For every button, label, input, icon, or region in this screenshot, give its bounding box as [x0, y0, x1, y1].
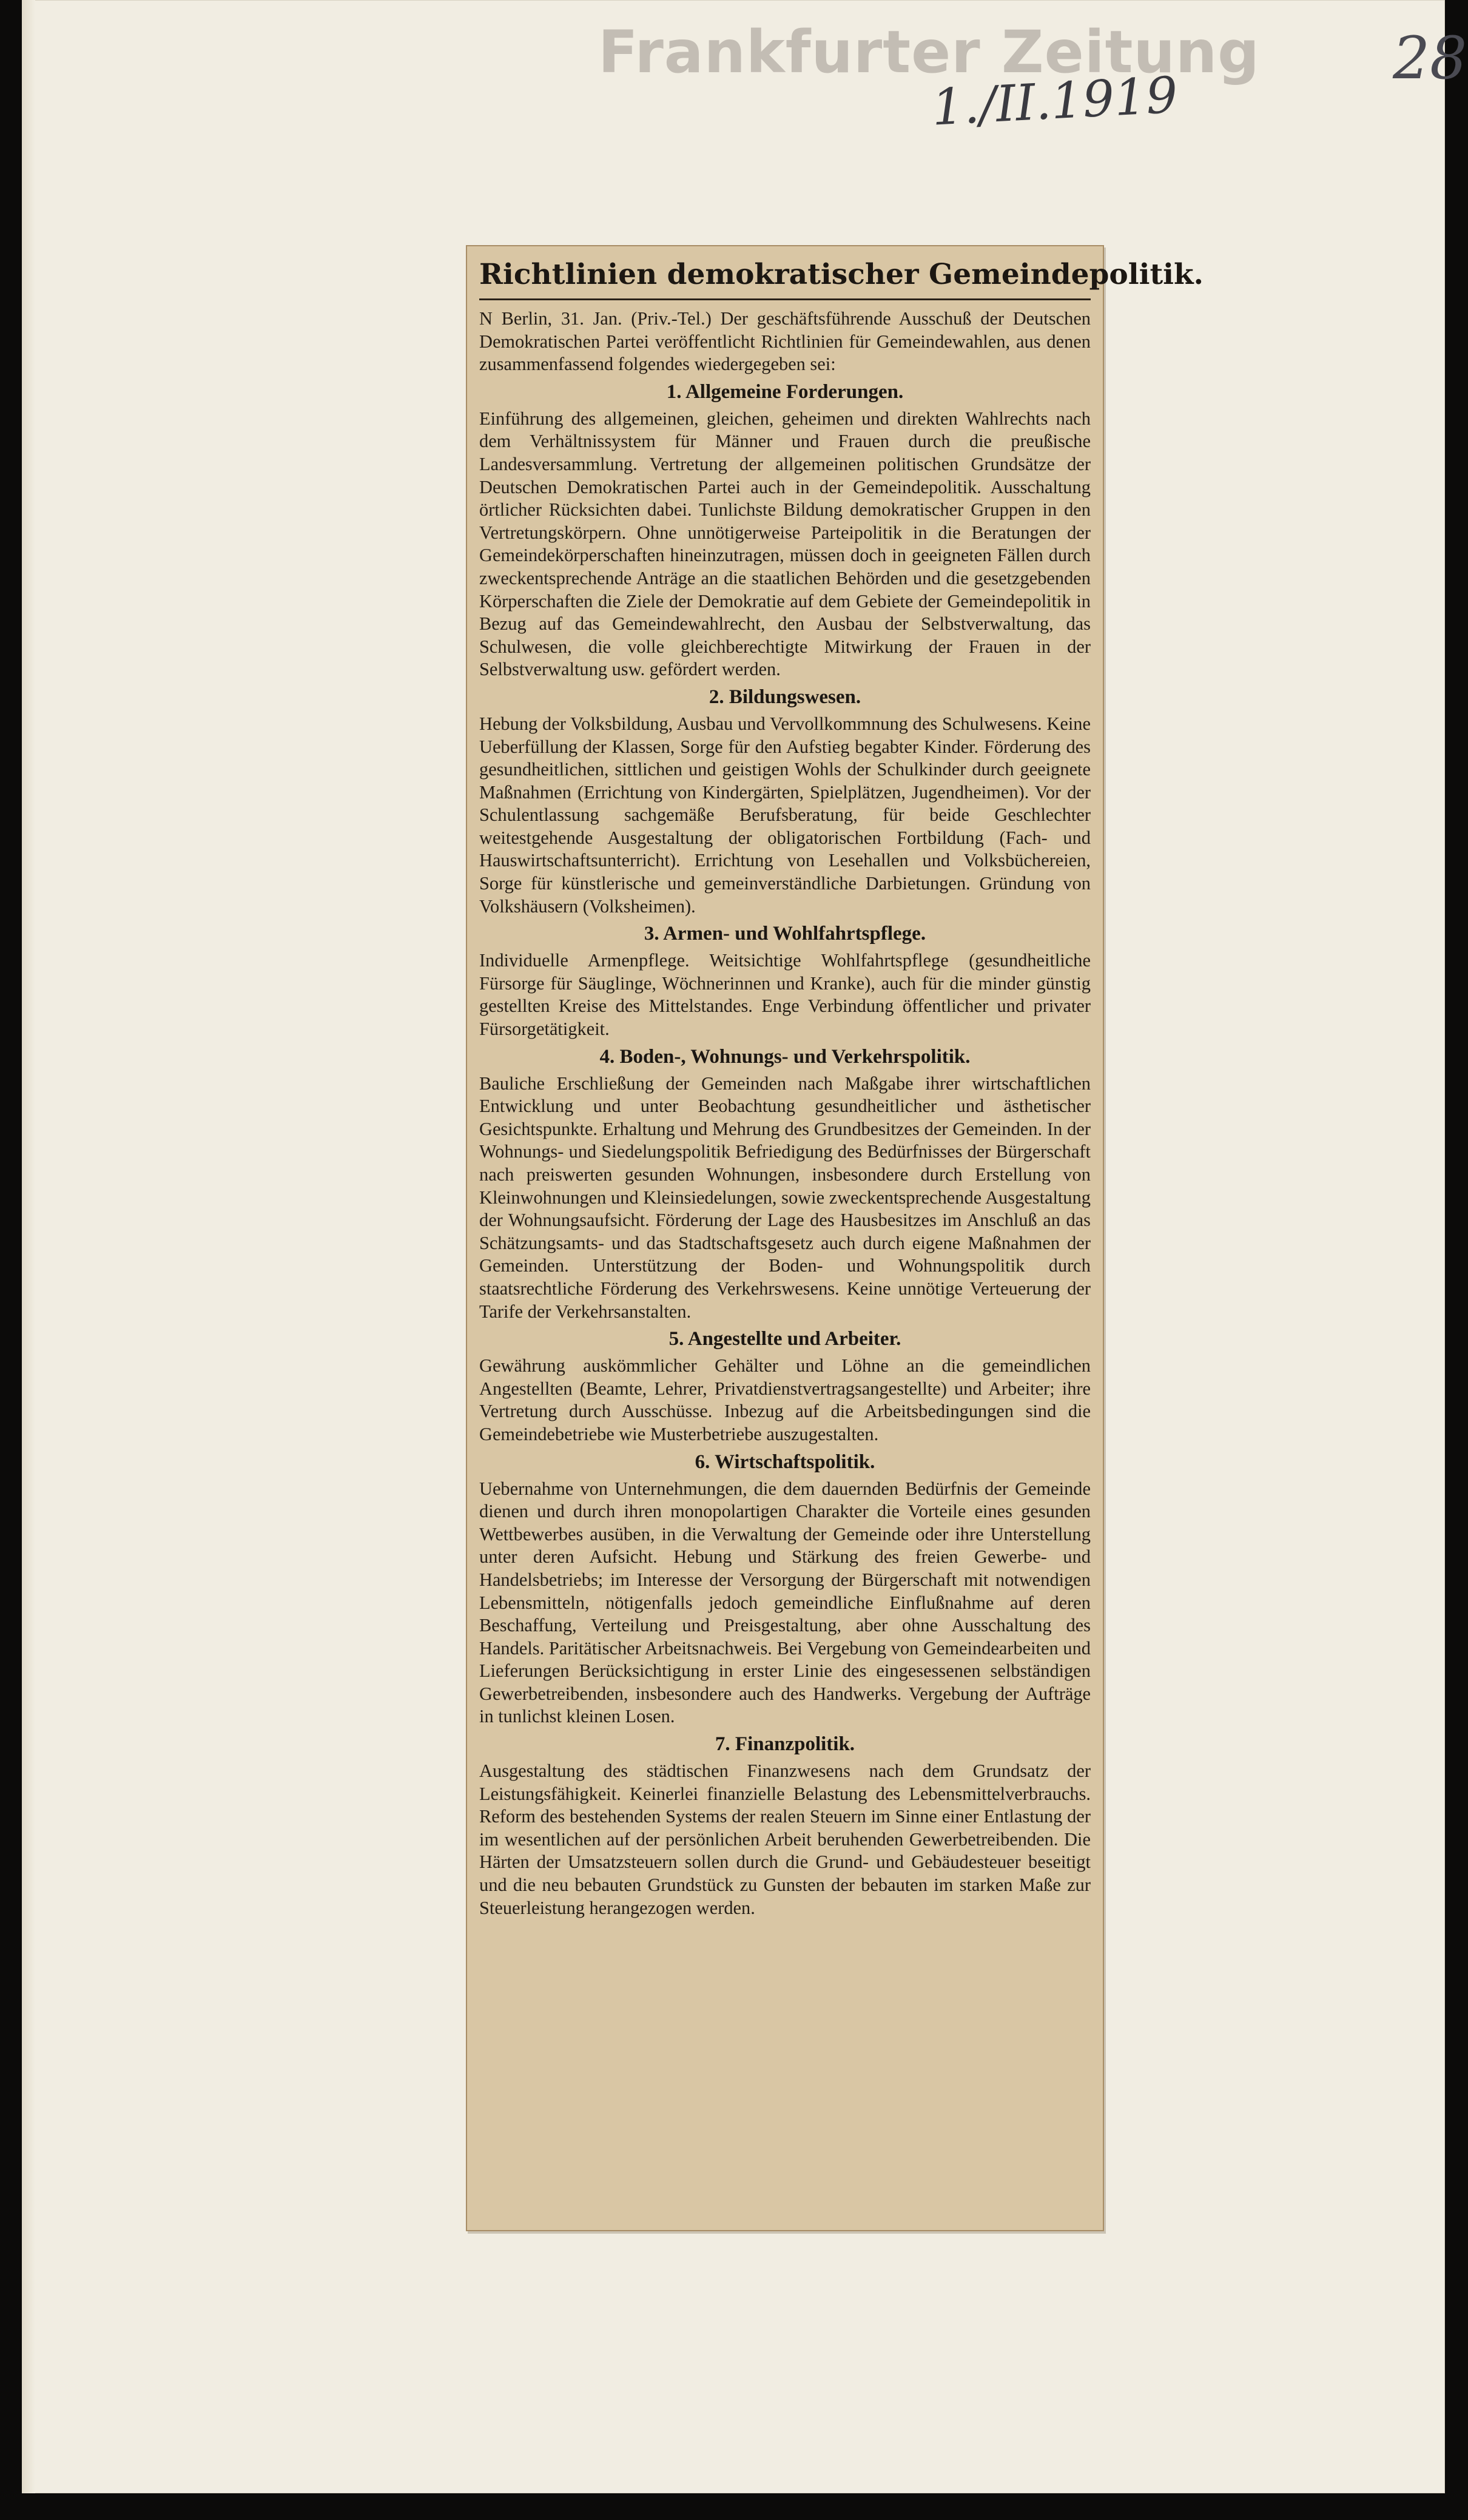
section-heading: 2. Bildungswesen. — [709, 686, 861, 708]
headline-rule — [479, 298, 1091, 300]
article-body — [479, 308, 1091, 1919]
section-text: Einführung des allgemeinen, gleichen, geheimen und direkten Wahlrechts nach dem Verhältnissystem für Männer und Frauen durch die preußische Landesversammlung. Vertretung der allgemeinen politischen Grundsätze der Deutschen Demokratischen Partei auch in der Gemeindepolitik. Ausschaltung örtlicher Rücksichten dabei. Tunlichste Bildung demokratischer Gruppen in den Vertretungskörpern. Ohne unnötigerweise Parteipolitik in die Beratungen der Gemeindekörperschaften hineinzutragen, müssen doch in geeigneten Fällen durch zweckentsprechende Anträge an die staatlichen Behörden und die gesetzgebenden Körperschaften die Ziele der Demokratie auf dem Gebiete der Gemeindepolitik in Bezug auf das Gemeindewahlrecht, den Ausbau der Selbstverwaltung, das Schulwesen, die volle gleichberechtigte Mitwirkung der Frauen in der Selbstverwaltung usw. gefördert werden. — [479, 408, 1091, 680]
section-heading: 1. Allgemeine Forderungen. — [666, 380, 904, 403]
section-heading: 4. Boden-, Wohnungs- und Verkehrspolitik. — [599, 1045, 971, 1068]
newspaper-clipping — [466, 245, 1204, 2231]
handwritten-date: 1./II.1919 — [930, 66, 1179, 137]
section-heading: 7. Finanzpolitik. — [715, 1733, 855, 1756]
section-heading: 3. Armen- und Wohlfahrtspflege. — [644, 923, 926, 945]
section-text: Ausgestaltung des städtischen Finanzwesens nach dem Grundsatz der Leistungsfähigkeit. Keinerlei finanzielle Belastung des Lebensmittelverbrauchs. Reform des bestehenden Systems der realen Steuern im Sinne einer Entlastung der im wesentlichen auf der persönlichen Arbeit beruhenden Gewerbetreibenden. Die Härten der Umsatzsteuern sollen durch die Grund- und Gebäudesteuer beseitigt und die neu bebauten Grundstück zu Gunsten der bebauten im starken Maße zur Steuerleistung herangezogen werden. — [479, 1760, 1091, 1918]
section-heading: 6. Wirtschaftspolitik. — [695, 1450, 875, 1473]
section-text: Individuelle Armenpflege. Weitsichtige Wohlfahrtspflege (gesundheitliche Fürsorge für Säuglinge, Wöchnerinnen und Kranke), auch für die minder günstig gestellten Kreise des Mittelstandes. Enge Verbindung öffentlicher und privater Fürsorgetätigkeit. — [479, 950, 1091, 1040]
section-text: Hebung der Volksbildung, Ausbau und Vervollkommnung des Schulwesens. Keine Ueberfüllung der Klassen, Sorge für den Aufstieg begabter Kinder. Förderung des gesundheitlichen, sittlichen und geistigen Wohls der Schulkinder durch geeignete Maßnahmen (Errichtung von Kindergärten, Spielplätzen, Jugendheimen). Vor der Schulentlassung sachgemäße Berufsberatung, für beide Geschlechter weitestgehende Ausgestaltung der obligatorischen Fortbildung (Fach- und Hauswirtschaftsunterricht). Errichtung von Lesehallen und Volksbüchereien, Sorge für künstlerische und gemeinverständliche Darbietungen. Gründung von Volkshäusern (Volksheimen). — [479, 713, 1091, 917]
clipping-content — [479, 257, 1204, 1919]
section-text: Uebernahme von Unternehmungen, die dem dauernden Bedürfnis der Gemeinde dienen und durch ihren monopolartigen Charakter die Vorteile eines gesunden Wettbewerbes ausüben, in die Verwaltung der Gemeinde oder ihre Unterstellung unter deren Aufsicht. Hebung und Stärkung des freien Gewerbe- und Handelsbetriebs; im Interesse der Versorgung der Bürgerschaft mit notwendigen Lebensmitteln, nötigenfalls jedoch gemeindliche Einflußnahme auf deren Beschaffung, Verteilung und Preisgestaltung, aber ohne Ausschaltung des Handels. Paritätischer Arbeitsnachweis. Bei Vergebung von Gemeindearbeiten und Lieferungen Berücksichtigung in erster Linie des eingesessenen selbständigen Gewerbetreibenden, insbesondere auch des Handwerks. Vergebung der Aufträge in tunlichst kleinen Losen. — [479, 1478, 1091, 1727]
handwritten-page-number: 28 — [1393, 24, 1467, 92]
section-text: Bauliche Erschließung der Gemeinden nach Maßgabe ihrer wirtschaftlichen Entwicklung und unter Beobachtung gesundheitlicher und ästhetischer Gesichtspunkte. Erhaltung und Mehrung des Grundbesitzes der Gemeinden. In der Wohnungs- und Siedelungspolitik Befriedigung des Bedürfnisses der Bürgerschaft nach preiswerten gesunden Wohnungen, insbesondere durch Erstellung von Kleinwohnungen und Kleinsiedelungen, sowie zweckentsprechende Ausgestaltung der Wohnungsaufsicht. Förderung der Lage des Hausbesitzes im Anschluß an das Schätzungsamts- und das Stadtschaftsgesetz auch durch eigene Maßnahmen der Gemeinden. Unterstützung der Boden- und Wohnungspolitik durch staatsrechtliche Förderung des Verkehrswesens. Keine unnötige Verteuerung der Tarife der Verkehrsanstalten. — [479, 1073, 1091, 1322]
section-heading: 5. Angestellte und Arbeiter. — [668, 1328, 901, 1350]
section-text: Gewährung auskömmlicher Gehälter und Löhne an die gemeindlichen Angestellten (Beamte, Lehrer, Privatdienstvertragsangestellte) und Arbeiter; ihre Vertretung durch Ausschüsse. Inbezug auf die Arbeitsbedingungen sind die Gemeindebetriebe wie Musterbetriebe auszugestalten. — [479, 1355, 1091, 1444]
article-intro: N Berlin, 31. Jan. (Priv.-Tel.) Der geschäftsführende Ausschuß der Deutschen Demokratischen Partei veröffentlicht Richtlinien für Gemeindewahlen, aus denen zusammenfassend folgendes wiedergegeben sei: — [479, 308, 1091, 375]
article-headline: Richtlinien demokratischer Gemeindepolitik. — [479, 258, 1204, 291]
newspaper-stamp: Frankfurter Zeitung — [598, 18, 1260, 86]
archive-sheet — [22, 0, 1467, 2493]
